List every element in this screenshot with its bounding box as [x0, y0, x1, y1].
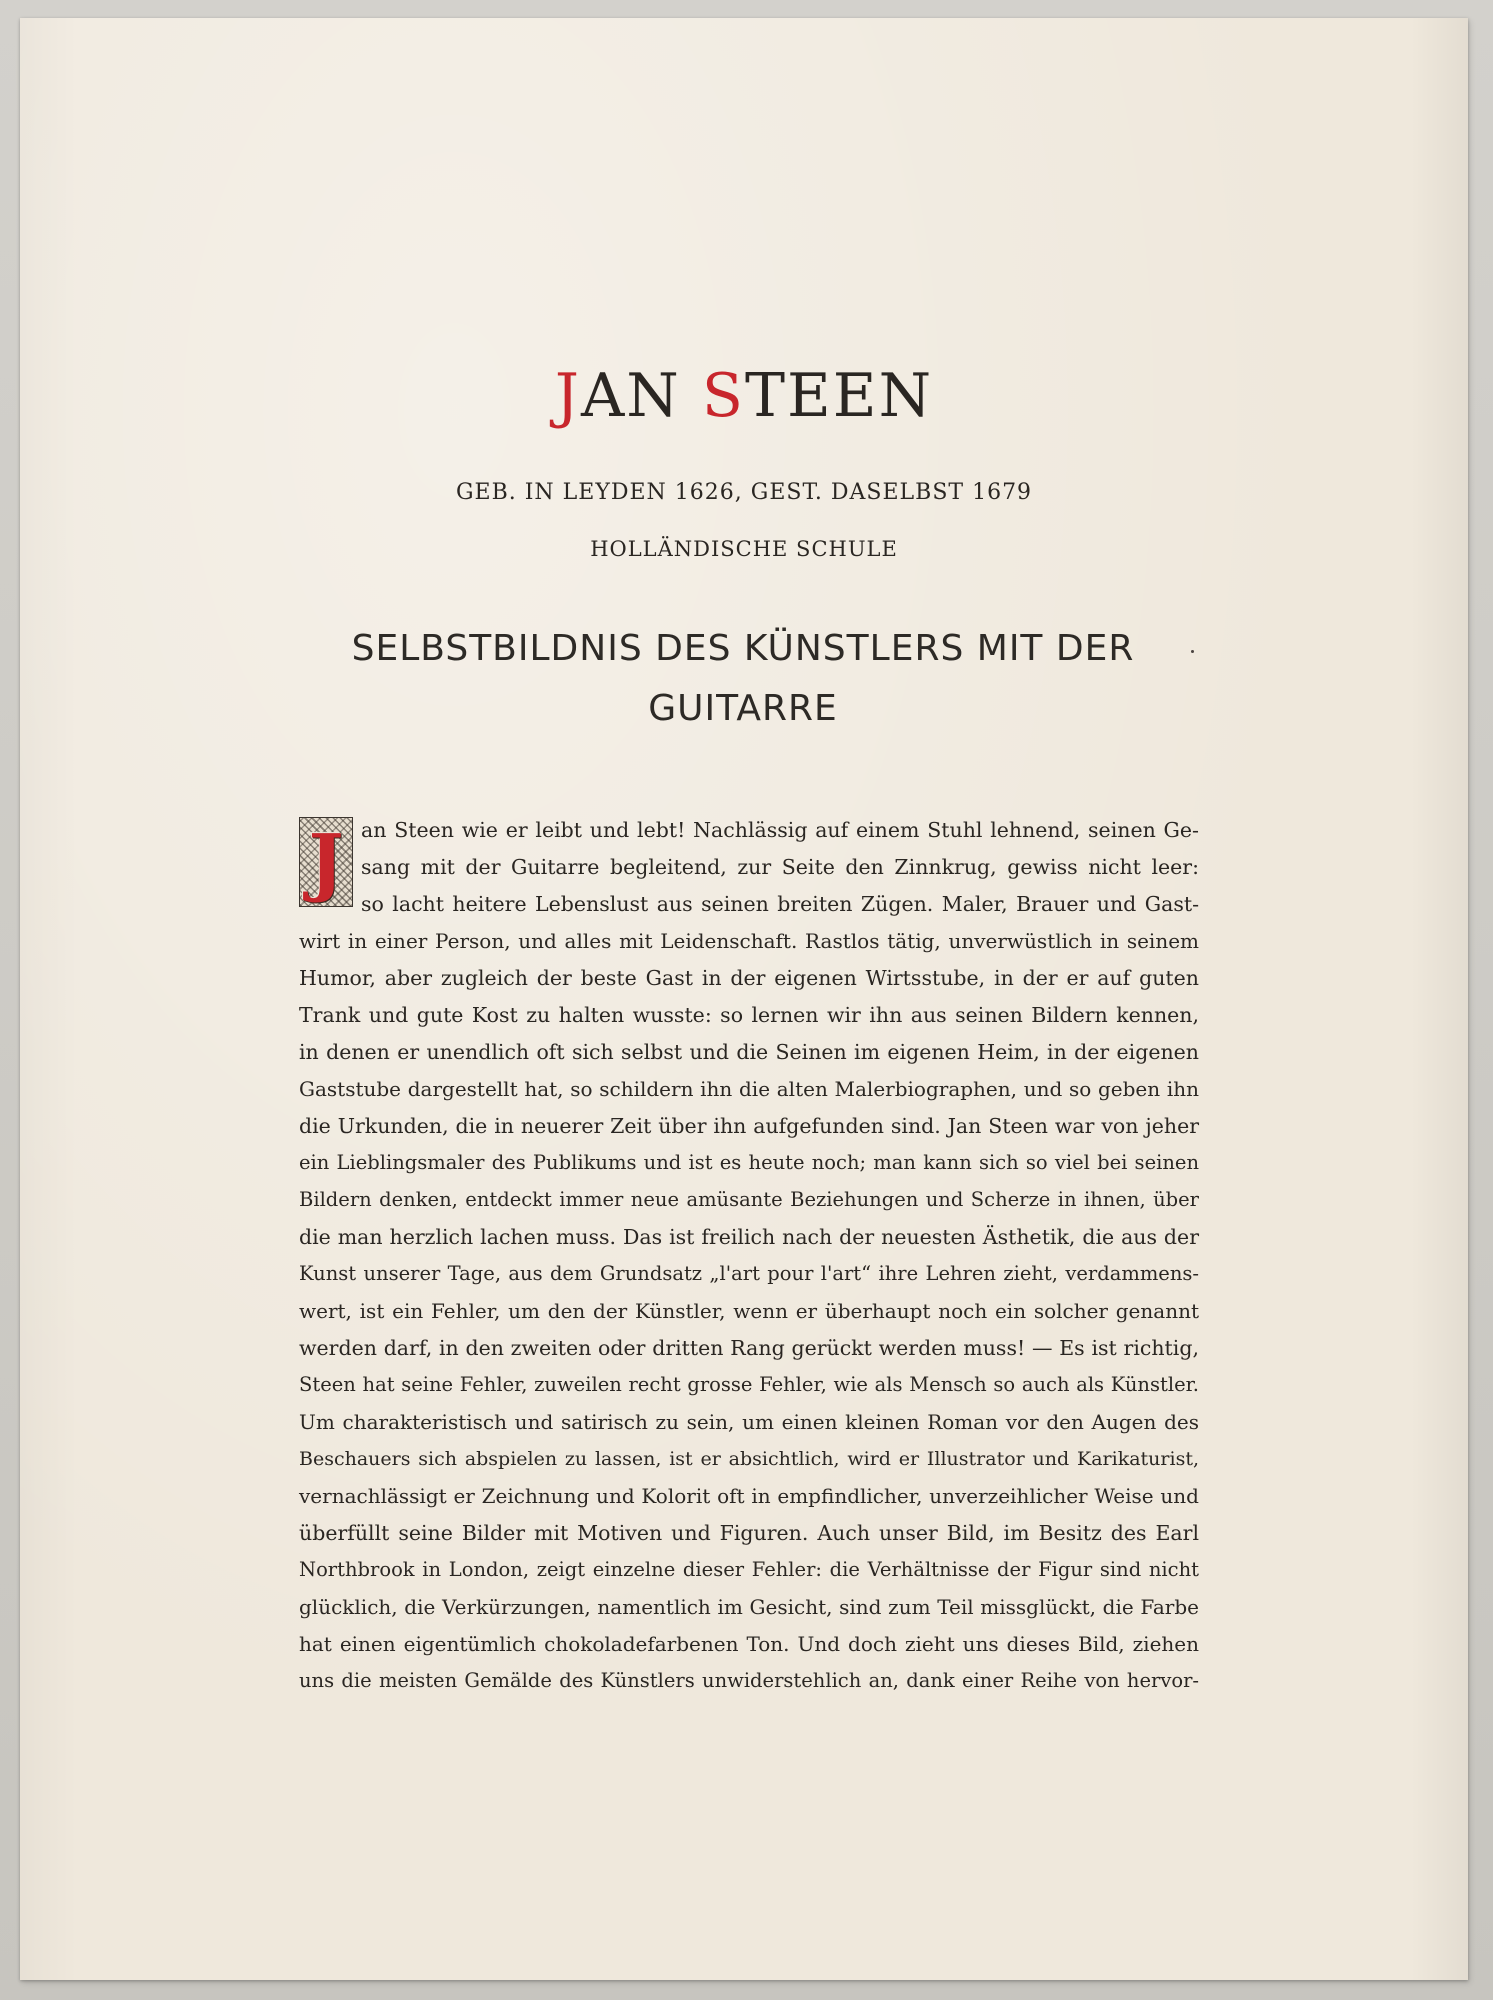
body-line: Um charakteristisch und satirisch zu sein, um einen kleinen Roman vor den Augen des	[299, 1410, 1199, 1434]
body-line: Trank und gute Kost zu halten wusste: so lernen wir ihn aus seinen Bildern kennen,	[299, 1003, 1199, 1027]
body-line: Steen hat seine Fehler, zuweilen recht grosse Fehler, wie als Mensch so auch als Künstler.	[299, 1373, 1199, 1396]
body-line: wert, ist ein Fehler, um den der Künstler, wenn er überhaupt noch ein solcher genannt	[299, 1299, 1199, 1323]
school-line: HOLLÄNDISCHE SCHULE	[590, 537, 898, 561]
drop-cap-letter: J	[308, 819, 344, 905]
body-line: vernachlässigt er Zeichnung und Kolorit oft in empfindlicher, unverzeihlicher Weise und	[299, 1484, 1199, 1508]
title-rest-an: AN	[580, 361, 702, 431]
body-line: an Steen wie er leibt und lebt! Nachlässig auf einem Stuhl lehnend, seinen Ge-	[361, 818, 1199, 842]
artist-name-heading	[20, 360, 1468, 432]
body-line: werden darf, in den zweiten oder dritten Rang gerückt werden muss! — Es ist richtig,	[299, 1336, 1199, 1360]
painting-title: SELBSTBILDNIS DES KÜNSTLERS MIT DER GUITARRE	[351, 628, 1135, 729]
birth-death-line: GEB. IN LEYDEN 1626, GEST. DASELBST 1679	[455, 480, 1033, 505]
body-line: so lacht heitere Lebenslust aus seinen breiten Zügen. Maler, Brauer und Gast-	[361, 892, 1199, 916]
body-line: Kunst unserer Tage, aus dem Grundsatz „l'art pour l'art“ ihre Lehren zieht, verdammens-	[299, 1262, 1199, 1285]
body-line: Bildern denken, entdeckt immer neue amüsante Beziehungen und Scherze in ihnen, über	[299, 1188, 1199, 1211]
body-line: wirt in einer Person, und alles mit Leidenschaft. Rastlos tätig, unverwüstlich in seinem	[299, 929, 1199, 953]
body-line: Gaststube dargestellt hat, so schildern ihn die alten Malerbiographen, und so geben ihn	[299, 1077, 1199, 1101]
body-line: Humor, aber zugleich der beste Gast in der eigenen Wirtsstube, in der er auf guten	[299, 966, 1199, 990]
stray-dot-mark	[1191, 650, 1194, 653]
body-line: die Urkunden, die in neuerer Zeit über ihn aufgefunden sind. Jan Steen war von jeher	[299, 1114, 1199, 1138]
body-line: überfüllt seine Bilder mit Motiven und Figuren. Auch unser Bild, im Besitz des Earl	[299, 1521, 1199, 1545]
body-line: uns die meisten Gemälde des Künstlers unwiderstehlich an, dank einer Reihe von hervor-	[299, 1669, 1199, 1692]
body-line: ein Lieblingsmaler des Publikums und ist es heute noch; man kann sich so viel bei seinen	[299, 1151, 1199, 1174]
title-initial-s: S	[701, 361, 745, 431]
paper-sheet	[20, 18, 1468, 1980]
body-line: glücklich, die Verkürzungen, namentlich im Gesicht, sind zum Teil missglückt, die Farbe	[299, 1595, 1199, 1619]
body-line: Beschauers sich abspielen zu lassen, ist er absichtlich, wird er Illustrator und Karikaturist,	[299, 1448, 1199, 1470]
ornamental-drop-cap	[299, 817, 353, 907]
body-line: hat einen eigentümlich chokoladefarbenen Ton. Und doch zieht uns dieses Bild, ziehen	[299, 1632, 1199, 1656]
body-line: Northbrook in London, zeigt einzelne dieser Fehler: die Verhältnisse der Figur sind nicht	[299, 1558, 1199, 1581]
title-rest-teen: TEEN	[744, 361, 934, 431]
body-line: die man herzlich lachen muss. Das ist freilich nach der neuesten Ästhetik, die aus der	[299, 1225, 1199, 1249]
body-line: in denen er unendlich oft sich selbst und die Seinen im eigenen Heim, in der eigenen	[299, 1040, 1199, 1064]
title-initial-j: J	[554, 361, 581, 431]
body-line: sang mit der Guitarre begleitend, zur Seite den Zinnkrug, gewiss nicht leer:	[361, 855, 1199, 879]
